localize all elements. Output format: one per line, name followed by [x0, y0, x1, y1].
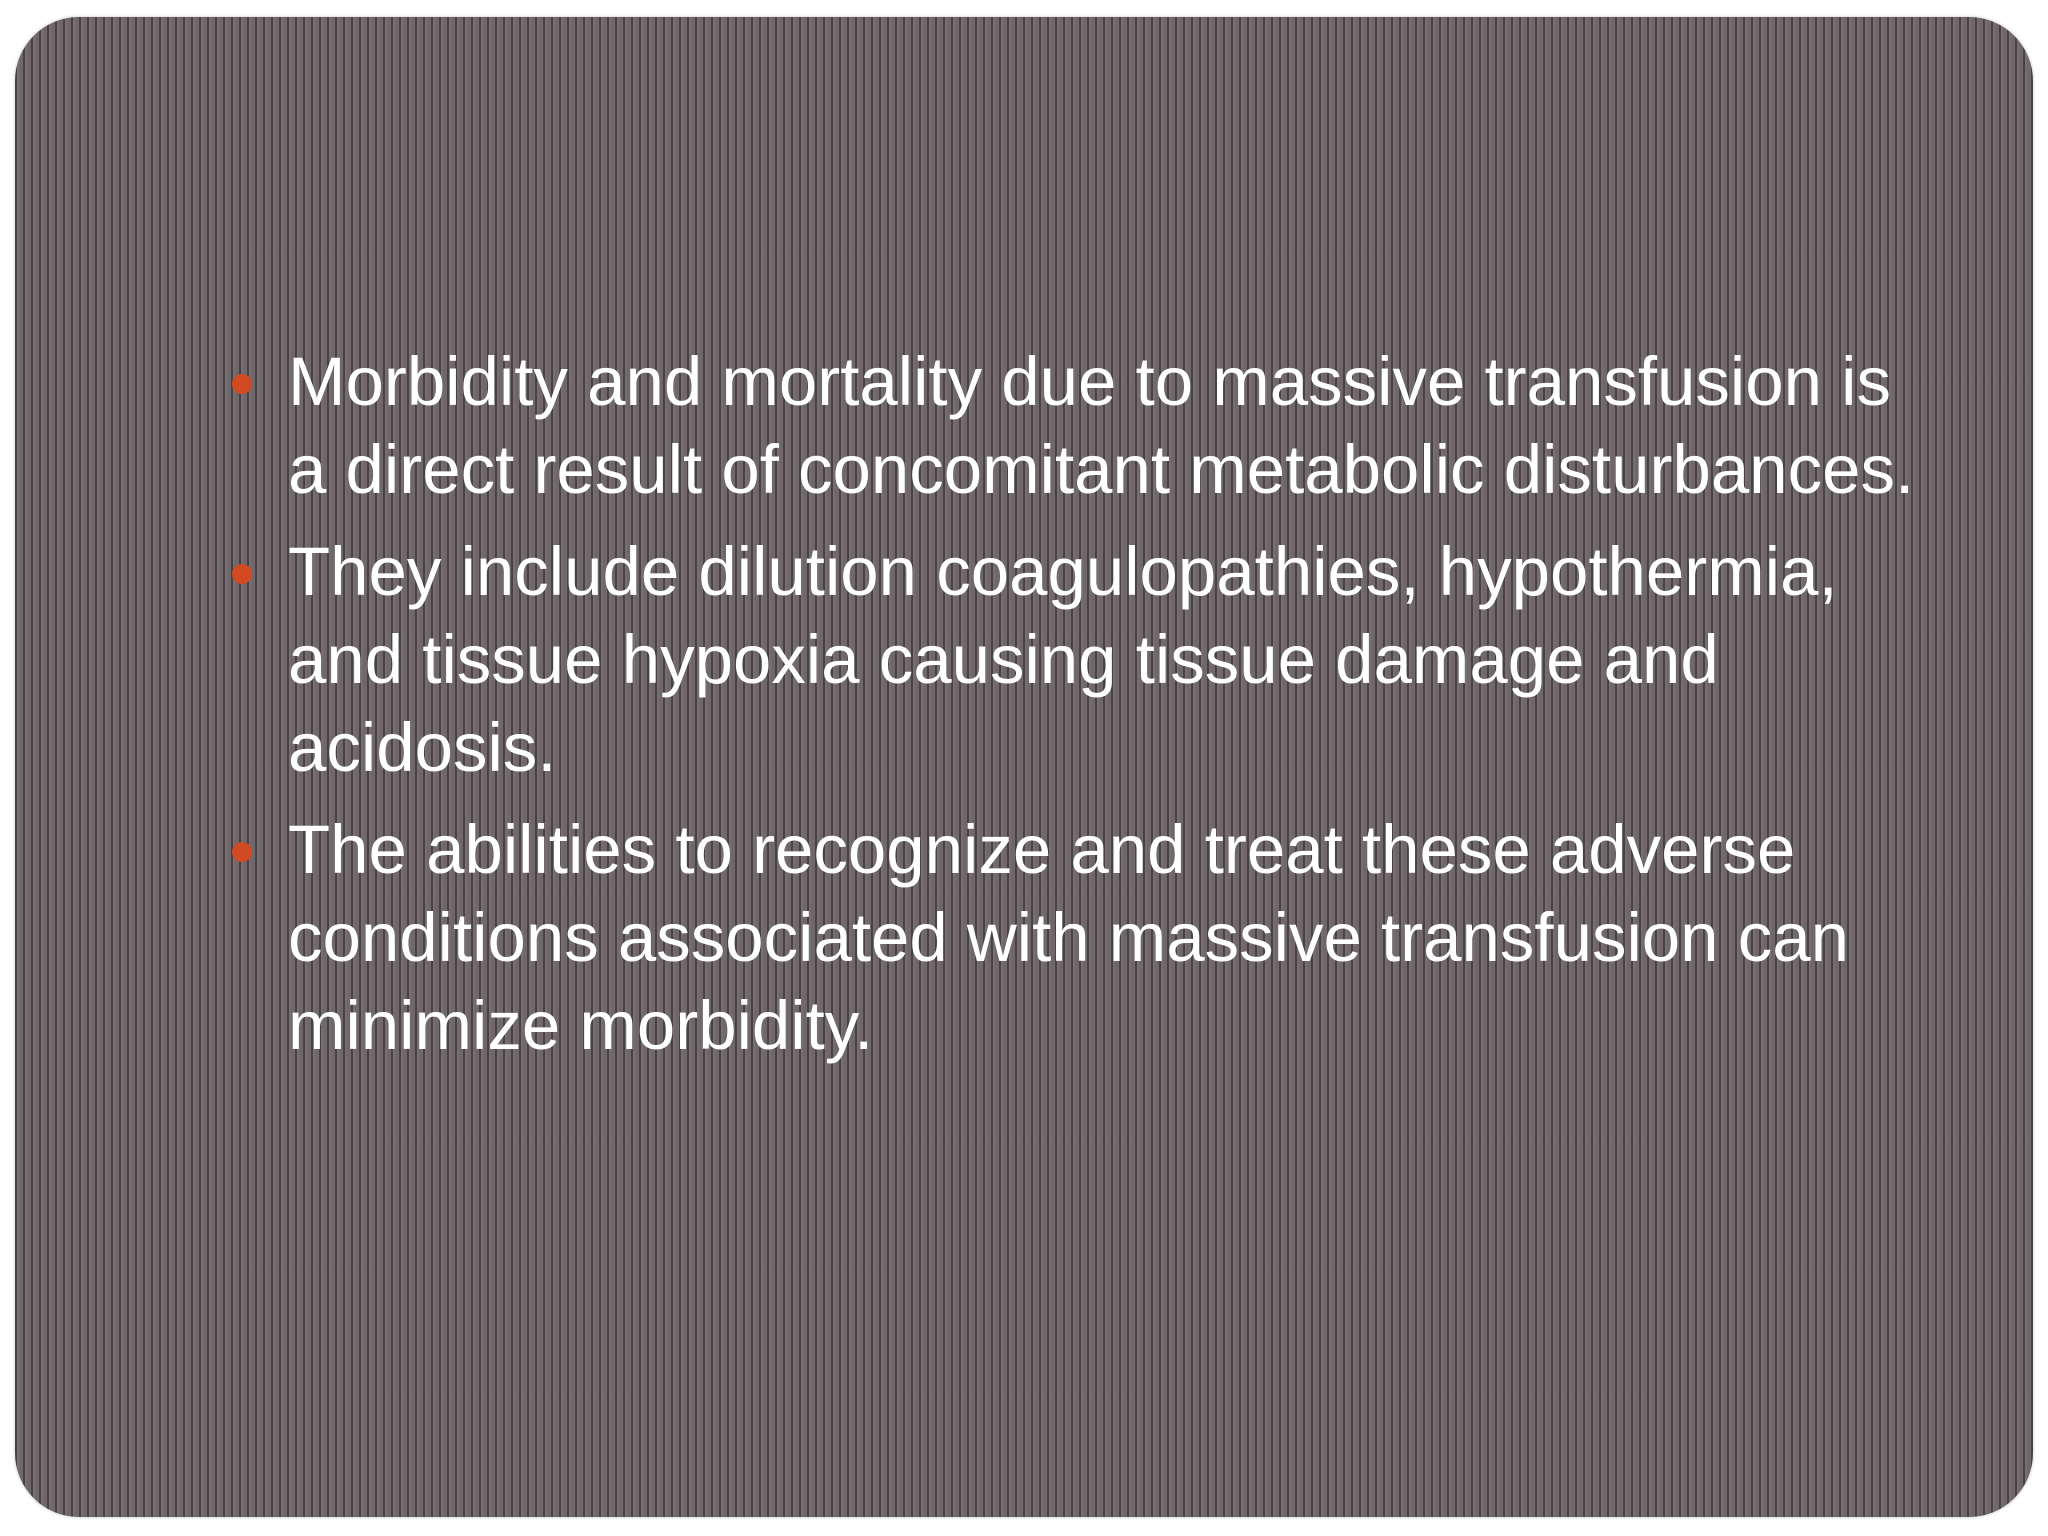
bullet-item-1 — [220, 338, 1920, 514]
bullet-dot-icon — [232, 564, 252, 584]
bullet-text-3: The abilities to recognize and treat these adverse conditions associated with massive transfusion can minimize morbidity. — [288, 811, 1849, 1064]
bullet-text-2: They include dilution coagulopathies, hypothermia, and tissue hypoxia causing tissue damage and acidosis. — [288, 533, 1838, 786]
bullet-item-3 — [220, 806, 1920, 1070]
bullet-dot-icon — [232, 842, 252, 862]
bullet-text-1: Morbidity and mortality due to massive transfusion is a direct result of concomitant metabolic disturbances. — [288, 343, 1915, 508]
bullet-list — [220, 338, 1920, 1084]
bullet-item-2 — [220, 528, 1920, 792]
bullet-dot-icon — [232, 374, 252, 394]
